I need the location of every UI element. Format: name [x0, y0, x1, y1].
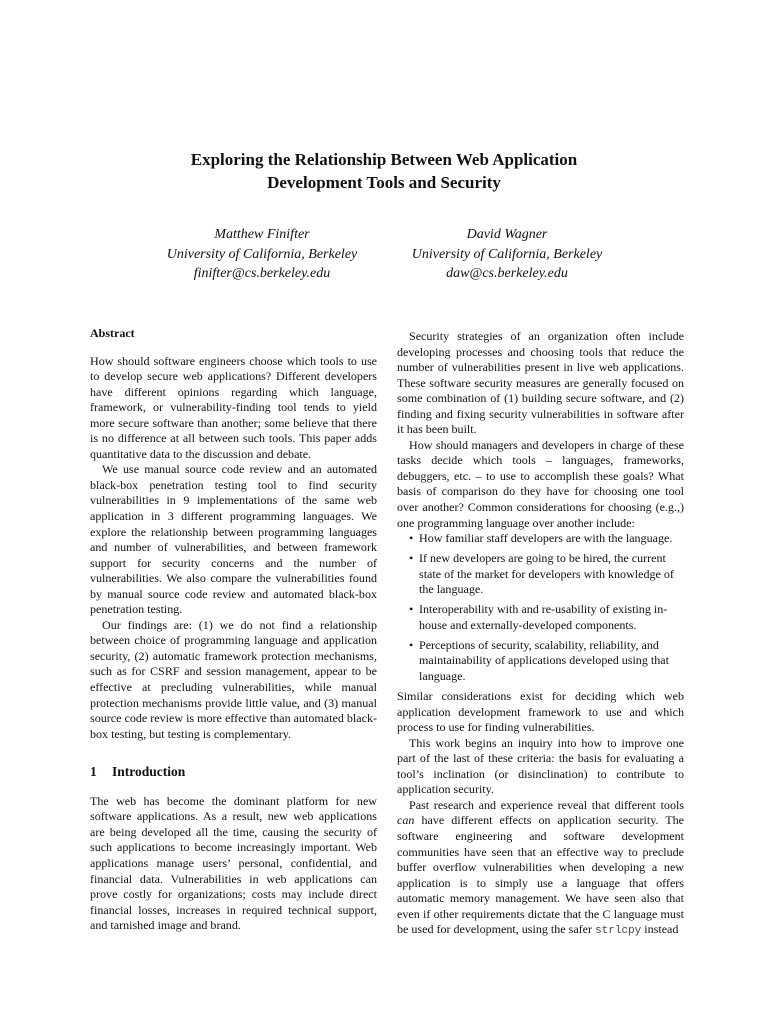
body-paragraph-5	[397, 798, 684, 940]
abstract-paragraph-3: Our findings are: (1) we do not find a relationship between choice of programming language and application security, (2) automatic framework protection mechanisms, such as for CSRF and session management, appear to be effective at precluding vulnerabilities, while manual protection mechanisms provide little value, and (3) manual source code review is more effective than automated black-box testing, but testing is complementary.	[90, 617, 377, 741]
list-item	[397, 602, 684, 633]
author-block-2	[357, 225, 657, 284]
section-title: Introduction	[112, 764, 186, 780]
paragraph-text: have different effects on application security. The software engineering and software development communities have seen that an effective way to preclude buffer overflow vulnerabilities when developing a new application is to simply use a language that offers automatic memory management. We have seen also that even if other requirements dictate that the C language must be used for development, using the safer	[397, 813, 685, 937]
abstract-heading: Abstract	[90, 326, 135, 340]
title-line-2: Development Tools and Security	[267, 173, 501, 192]
bullet-icon: •	[409, 531, 414, 546]
body-paragraph-4: This work begins an inquiry into how to improve one part of the last of these criteria: the basis for evaluating a tool’s inclination (or disinclination) to contribute to application security.	[397, 735, 684, 797]
emphasized-word: can	[397, 813, 415, 828]
list-item	[397, 551, 684, 598]
list-item-text: Interoperability with and re-usability of existing in-house and externally-developed components.	[419, 602, 668, 632]
bullet-icon: •	[409, 602, 414, 617]
introduction-paragraph-1: The web has become the dominant platform for new software applications. As a result, new web applications are being developed all the time, causing the security of such applications to become increasingly important. Web applications manage users’ personal, confidential, and financial data. Vulnerabilities in web applications can prove costly for organizations; costs may include direct financial losses, increases in required technical support, and tarnished image and brand.	[90, 793, 377, 933]
bullet-icon: •	[409, 637, 414, 652]
paper-title	[84, 148, 684, 194]
list-item	[397, 531, 684, 547]
left-column	[90, 324, 377, 934]
title-line-1: Exploring the Relationship Between Web Application	[190, 150, 578, 169]
abstract-paragraph-1: How should software engineers choose which tools to use to develop secure web applications? Different developers have different opinions regarding which language, framework, or vulnerability-finding tool tends to yield more secure software than another; some believe that there is no difference at all between such tools. This paper adds quantitative data to the discussion and debate.	[90, 353, 377, 461]
author-name: David Wagner	[466, 227, 548, 242]
author-affiliation: University of California, Berkeley	[411, 246, 603, 262]
bullet-icon: •	[409, 551, 414, 566]
right-column	[397, 329, 684, 940]
list-item-text: If new developers are going to be hired, the current state of the market for developers with knowledge of the language.	[419, 551, 674, 597]
abstract-paragraph-2: We use manual source code review and an automated black-box penetration testing tool to find security vulnerabilities in 9 implementations of the same web application in 3 different programming languages. We explore the relationship between programming languages and number of vulnerabilities, and between framework support for security concerns and the number of vulnerabilities. We also compare the vulnerabilities found by manual source code review and automated black-box penetration testing.	[90, 462, 377, 617]
author-affiliation: University of California, Berkeley	[166, 246, 358, 262]
author-email: finifter@cs.berkeley.edu	[193, 266, 331, 281]
body-paragraph-2: How should managers and developers in charge of these tasks decide which tools – languages, frameworks, debuggers, etc. – to use to accomplish these goals? What basis of comparison do they have for choosing one tool over another? Common considerations for choosing (e.g.,) one programming language over another include:	[397, 437, 684, 530]
body-paragraph-3: Similar considerations exist for deciding which web application development framework to use and which process to use for finding vulnerabilities.	[397, 689, 684, 735]
section-heading-introduction	[90, 764, 377, 780]
considerations-list	[397, 531, 684, 684]
inline-code: strlcpy	[595, 925, 642, 938]
body-paragraph-1: Security strategies of an organization often include developing processes and choosing tools that reduce the number of vulnerabilities present in live web applications. These software security measures are generally focused on some combination of (1) building secure software, and (2) finding and fixing security vulnerabilities in software after it has been built.	[397, 329, 684, 437]
author-name: Matthew Finifter	[214, 227, 310, 242]
list-item	[397, 638, 684, 685]
paragraph-text: instead	[644, 922, 679, 937]
paragraph-text: Past research and experience reveal that different tools	[409, 797, 684, 812]
list-item-text: How familiar staff developers are with the language.	[419, 531, 673, 546]
list-item-text: Perceptions of security, scalability, reliability, and maintainability of applications developed using that language.	[419, 637, 669, 683]
author-email: daw@cs.berkeley.edu	[446, 266, 568, 281]
section-number: 1	[90, 764, 97, 780]
